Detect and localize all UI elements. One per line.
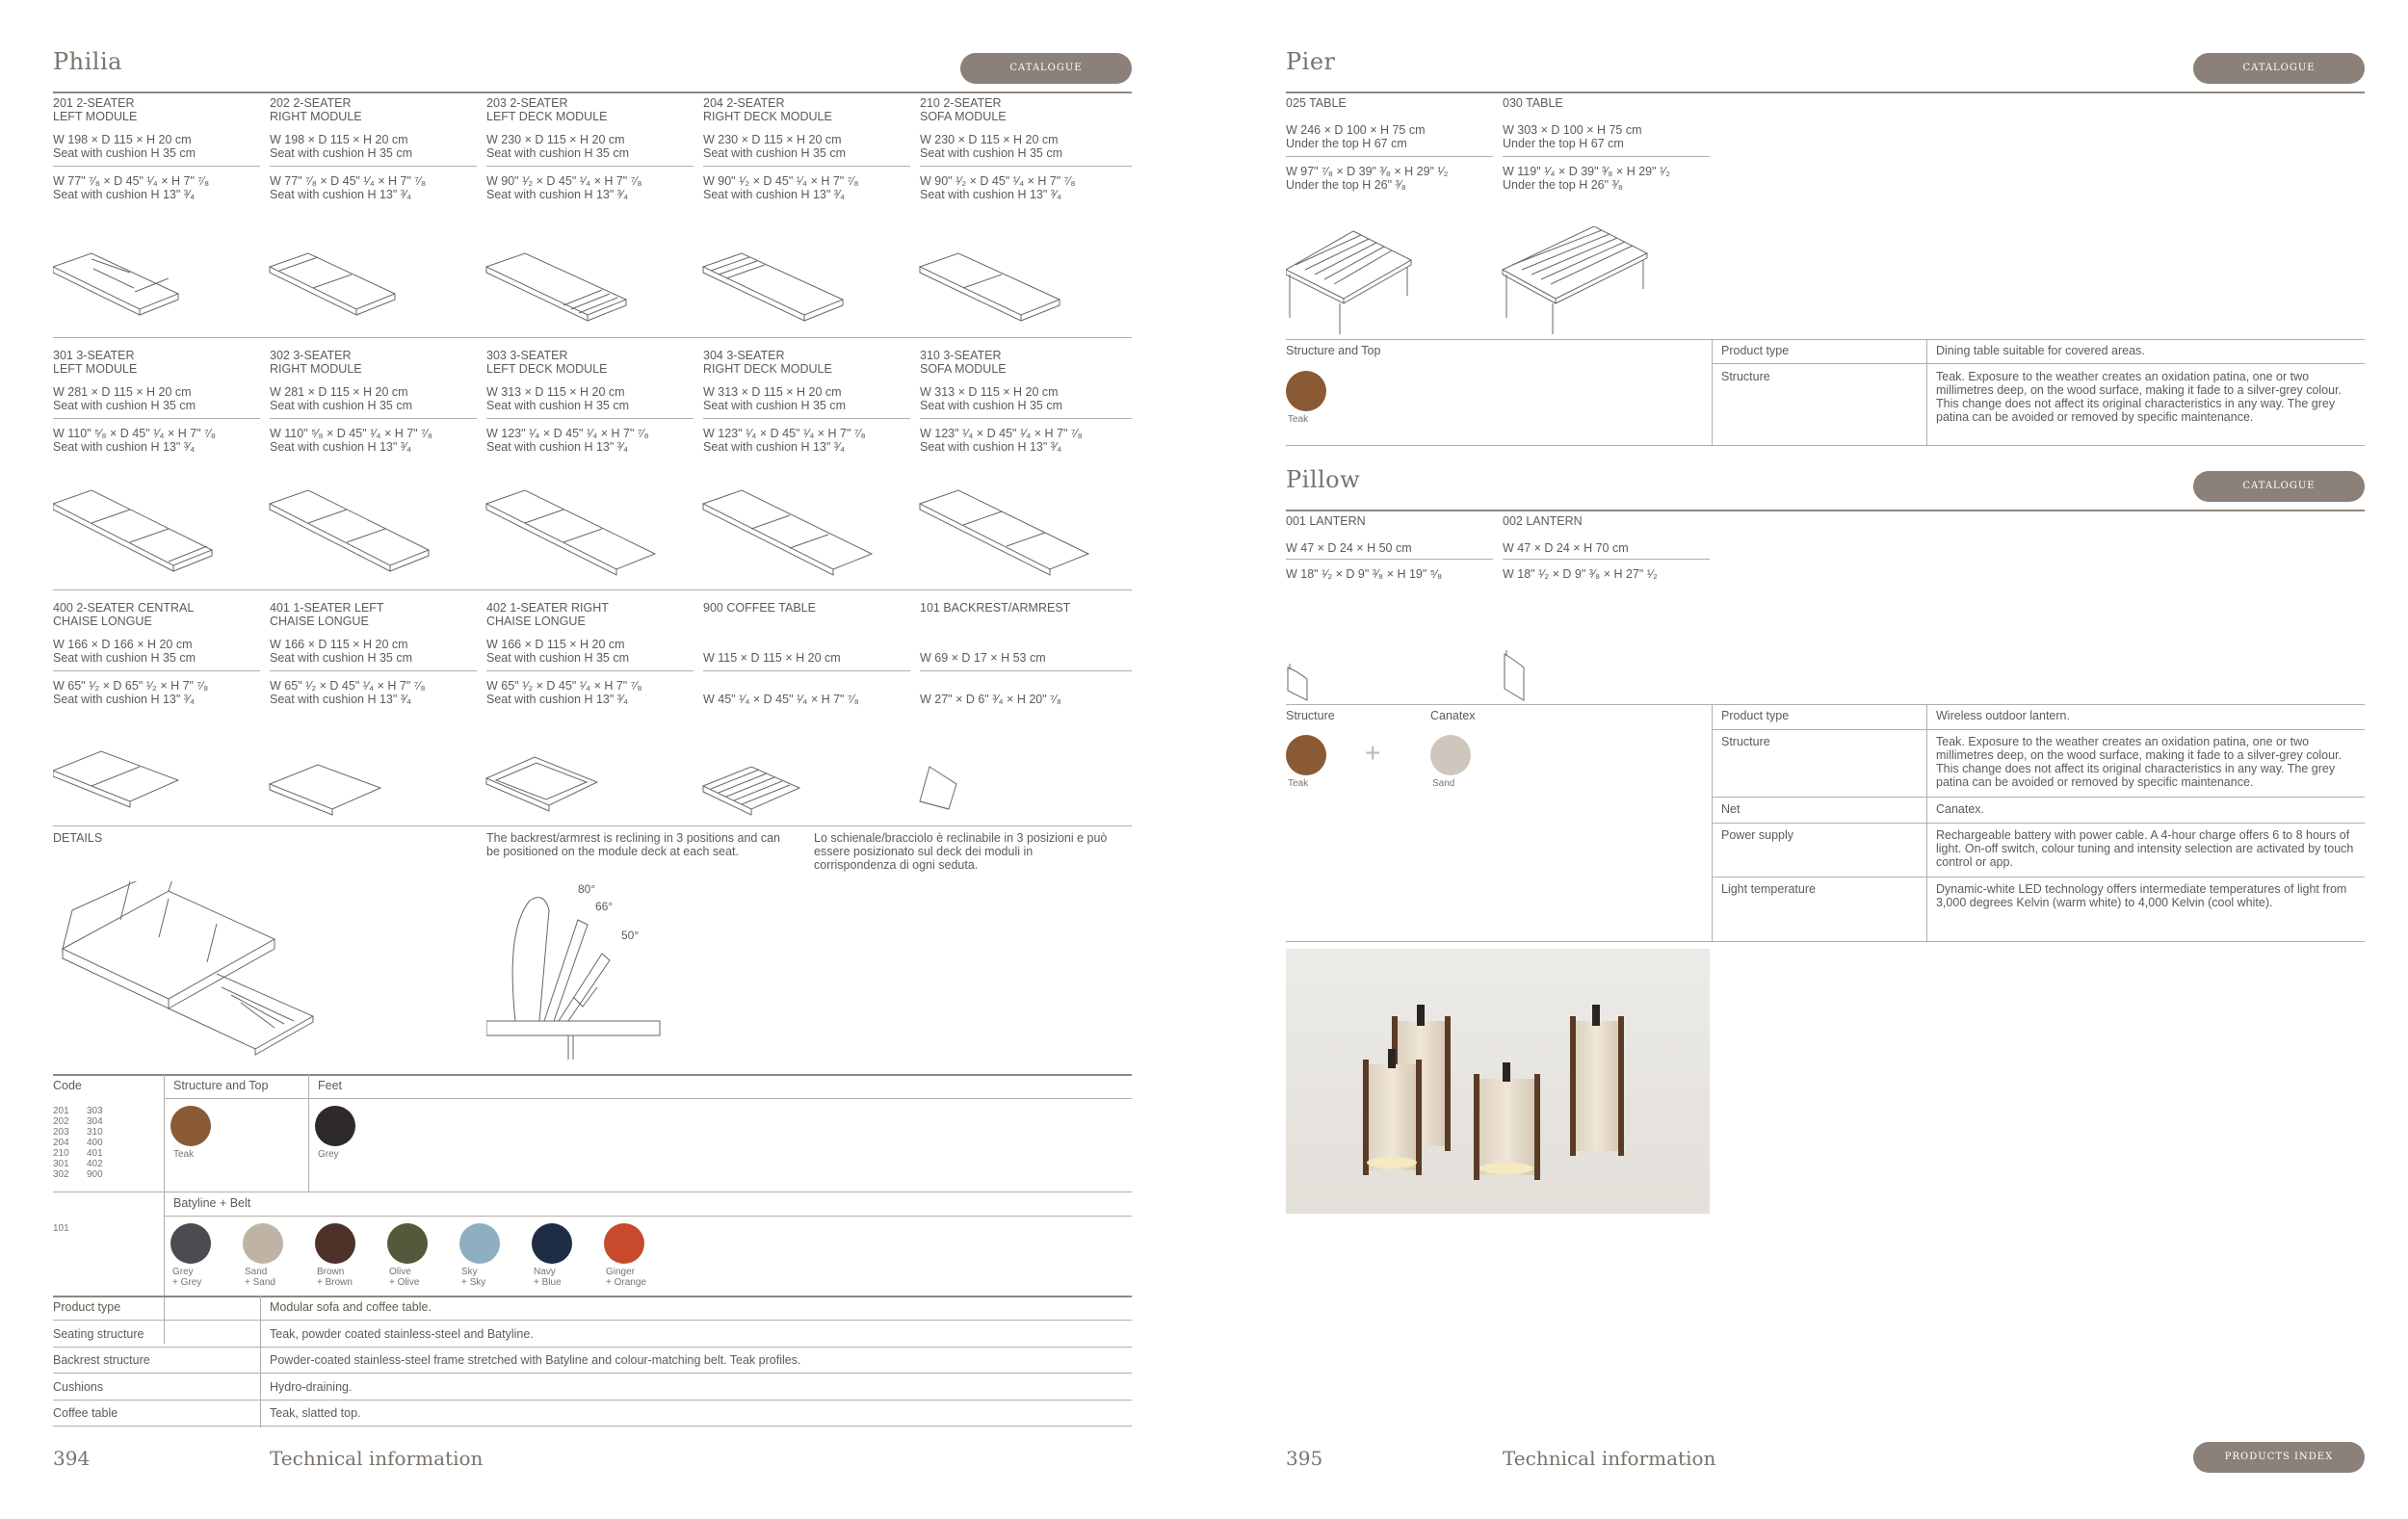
- dimensions-in: W 77" ⁷⁄₈ × D 45" ¹⁄₄ × H 7" ⁷⁄₈: [270, 174, 427, 188]
- module-drawing-101: [920, 767, 956, 809]
- catalogue-button[interactable]: CATALOGUE: [960, 53, 1132, 84]
- module-drawing-210: [920, 253, 1060, 321]
- spec-value: Canatex.: [1936, 802, 1985, 816]
- batyline-swatch[interactable]: [459, 1223, 500, 1264]
- dimensions-in: W 123" ¹⁄₄ × D 45" ¹⁄₄ × H 7" ⁷⁄₈: [486, 427, 649, 440]
- pillow-catalogue-button[interactable]: CATALOGUE: [2193, 471, 2365, 502]
- spec-key: Net: [1721, 802, 1741, 816]
- product-name: CHAISE LONGUE: [486, 615, 586, 628]
- column-divider: [1712, 339, 1713, 445]
- dimensions-in-seat: Seat with cushion H 13" ³⁄₄: [486, 693, 629, 706]
- code-item: 203: [53, 1127, 69, 1138]
- dimensions-cm: W 166 × D 166 × H 20 cm: [53, 638, 193, 651]
- module-drawing-400: [53, 751, 178, 807]
- pier-title: Pier: [1286, 48, 1336, 75]
- spec-value: Dynamic-white LED technology offers intermediate temperatures of light from 3,000 degrees Kelvin (warm white) to 4,000 Kelvin (cool white).: [1936, 882, 2347, 909]
- code-item: 204: [53, 1138, 69, 1148]
- dimensions-in-seat: Seat with cushion H 13" ³⁄₄: [920, 188, 1062, 201]
- divider: [53, 1347, 1132, 1348]
- column-divider: [260, 1296, 261, 1427]
- lantern-code: 001 LANTERN: [1286, 514, 1366, 528]
- divider: [1286, 704, 2365, 705]
- dimensions-in: W 77" ⁷⁄₈ × D 45" ¹⁄₄ × H 7" ⁷⁄₈: [53, 174, 210, 188]
- lantern-drawing-001: [1288, 664, 1307, 700]
- page-number: 395: [1286, 1447, 1323, 1470]
- plus-icon: +: [1365, 738, 1381, 768]
- divider: [1712, 797, 2365, 798]
- module-drawing-203: [486, 253, 626, 321]
- divider: [53, 418, 260, 419]
- module-drawing-301: [53, 490, 212, 571]
- product-name: LEFT DECK MODULE: [486, 362, 608, 376]
- module-drawing-204: [703, 253, 843, 321]
- spec-value: Dining table suitable for covered areas.: [1936, 344, 2145, 357]
- spec-key: Structure: [1721, 370, 1770, 383]
- product-code: 302 3-SEATER: [270, 349, 352, 362]
- spec-value: Rechargeable battery with power cable. A 4-hour charge offers 6 to 8 hours of light. On-off switch, colour tuning and intensity selection are activated by touch control or app.: [1936, 828, 2354, 869]
- swatch-label: + Grey: [172, 1277, 202, 1288]
- spec-value: Teak, slatted top.: [270, 1406, 361, 1420]
- dimensions-cm: W 47 × D 24 × H 50 cm: [1286, 541, 1412, 555]
- swatch-label: Olive: [389, 1267, 411, 1277]
- dimensions-cm-seat: Seat with cushion H 35 cm: [486, 399, 629, 412]
- product-name: LEFT MODULE: [53, 110, 138, 123]
- divider: [53, 825, 1132, 826]
- dimensions-cm-seat: Seat with cushion H 35 cm: [486, 651, 629, 665]
- swatch-label: + Olive: [389, 1277, 420, 1288]
- batyline-swatch[interactable]: [604, 1223, 644, 1264]
- batyline-code: 101: [53, 1223, 69, 1234]
- swatch-label: Grey: [172, 1267, 194, 1277]
- batyline-swatch[interactable]: [387, 1223, 428, 1264]
- divider: [53, 1400, 1132, 1401]
- divider: [53, 589, 1132, 590]
- dimensions-cm: W 313 × D 115 × H 20 cm: [486, 385, 625, 399]
- divider: [703, 166, 910, 167]
- module-drawing-304: [703, 490, 872, 575]
- swatch-label: + Sky: [461, 1277, 486, 1288]
- dimensions-in-seat: Seat with cushion H 13" ³⁄₄: [53, 693, 196, 706]
- dimensions-in: W 119" ¹⁄₄ × D 39" ³⁄₈ × H 29" ¹⁄₂: [1503, 165, 1671, 178]
- divider: [1286, 445, 2365, 446]
- product-code: 210 2-SEATER: [920, 96, 1002, 110]
- dimensions-cm: W 230 × D 115 × H 20 cm: [486, 133, 625, 146]
- batyline-swatch[interactable]: [315, 1223, 355, 1264]
- spec-value: Teak. Exposure to the weather creates an oxidation patina, one or two millimetres deep, on the wood surface, making it fade to a silver-grey colour. This change does not affect its original characteristics in any way. The grey patina can be avoided or removed by specific maintenance.: [1936, 370, 2343, 424]
- product-code: 202 2-SEATER: [270, 96, 352, 110]
- angle-50: 50°: [621, 929, 640, 942]
- footer-title: Technical information: [1503, 1447, 1716, 1470]
- divider: [53, 1373, 1132, 1374]
- dimensions-cm: W 166 × D 115 × H 20 cm: [486, 638, 625, 651]
- dimensions-in: W 97" ⁷⁄₈ × D 39" ³⁄₈ × H 29" ¹⁄₂: [1286, 165, 1449, 178]
- lantern-code: 002 LANTERN: [1503, 514, 1583, 528]
- pillow-title: Pillow: [1286, 466, 1361, 493]
- code-item: 302: [53, 1169, 69, 1180]
- code-item: 202: [53, 1116, 69, 1127]
- dimensions-cm-seat: Seat with cushion H 35 cm: [53, 399, 196, 412]
- spec-key: Structure: [1721, 735, 1770, 748]
- divider: [1712, 823, 2365, 824]
- dimensions-cm: W 303 × D 100 × H 75 cm: [1503, 123, 1642, 137]
- divider: [270, 670, 477, 671]
- feet-header: Feet: [318, 1079, 343, 1092]
- swatch-label: + Sand: [245, 1277, 275, 1288]
- divider: [1712, 729, 2365, 730]
- dimensions-cm: W 198 × D 115 × H 20 cm: [270, 133, 408, 146]
- product-code: 101 BACKREST/ARMREST: [920, 601, 1071, 615]
- lantern-drawing-002: [1505, 650, 1524, 700]
- spec-value: Powder-coated stainless-steel frame stretched with Batyline and colour-matching belt. Teak profiles.: [270, 1353, 801, 1367]
- batyline-swatch[interactable]: [170, 1223, 211, 1264]
- dimensions-cm-seat: Seat with cushion H 35 cm: [270, 651, 412, 665]
- code-item: 900: [87, 1169, 103, 1180]
- dimensions-cm-seat: W 69 × D 17 × H 53 cm: [920, 651, 1046, 665]
- product-name: RIGHT DECK MODULE: [703, 362, 832, 376]
- batyline-swatch[interactable]: [532, 1223, 572, 1264]
- divider: [1712, 363, 2365, 364]
- spec-key: Cushions: [53, 1379, 104, 1394]
- swatch-label: + Brown: [317, 1277, 353, 1288]
- swatch-label: Brown: [317, 1267, 345, 1277]
- dimensions-in: W 18" ¹⁄₂ × D 9" ³⁄₈ × H 27" ¹⁄₂: [1503, 567, 1658, 581]
- spec-key: Seating structure: [53, 1326, 144, 1341]
- dimensions-in: W 65" ¹⁄₂ × D 65" ¹⁄₂ × H 7" ⁷⁄₈: [53, 679, 209, 693]
- dimensions-in-seat: Seat with cushion H 13" ³⁄₄: [486, 440, 629, 454]
- philia-title: Philia: [53, 48, 122, 75]
- spec-key: Light temperature: [1721, 882, 1816, 896]
- spec-value: Teak, powder coated stainless-steel and Batyline.: [270, 1326, 534, 1341]
- dimensions-cm-under: Under the top H 67 cm: [1503, 137, 1624, 150]
- dimensions-cm-seat: Seat with cushion H 35 cm: [270, 399, 412, 412]
- pier-teak-label: Teak: [1288, 414, 1309, 425]
- pier-code: 025 TABLE: [1286, 96, 1347, 110]
- divider: [164, 1216, 1132, 1217]
- lantern-shape: [1570, 1005, 1624, 1156]
- dimensions-in: W 123" ¹⁄₄ × D 45" ¹⁄₄ × H 7" ⁷⁄₈: [920, 427, 1083, 440]
- dimensions-in-under: Under the top H 26" ³⁄₈: [1286, 178, 1406, 192]
- product-code: 400 2-SEATER CENTRAL: [53, 601, 195, 615]
- spec-value: Modular sofa and coffee table.: [270, 1300, 432, 1314]
- divider: [53, 1074, 1132, 1076]
- column-divider: [308, 1074, 309, 1192]
- product-code: 303 3-SEATER: [486, 349, 568, 362]
- pier-structure-header: Structure and Top: [1286, 344, 1381, 357]
- module-drawing-402: [486, 757, 597, 811]
- product-code: 900 COFFEE TABLE: [703, 601, 816, 615]
- module-drawing-900: [703, 767, 799, 815]
- code-header: Code: [53, 1079, 82, 1092]
- dimensions-cm-seat: Seat with cushion H 35 cm: [53, 146, 196, 160]
- products-index-button[interactable]: PRODUCTS INDEX: [2193, 1442, 2365, 1473]
- code-item: 402: [87, 1159, 103, 1169]
- recline-detail-drawing: [486, 872, 679, 1064]
- dimensions-in: W 90" ¹⁄₂ × D 45" ¹⁄₄ × H 7" ⁷⁄₈: [920, 174, 1076, 188]
- dimensions-in-seat: Seat with cushion H 13" ³⁄₄: [270, 440, 412, 454]
- divider: [53, 1320, 1132, 1321]
- page-number: 394: [53, 1447, 91, 1470]
- dimensions-cm-under: Under the top H 67 cm: [1286, 137, 1407, 150]
- module-drawing-310: [920, 490, 1088, 575]
- pillow-sand-label: Sand: [1432, 778, 1455, 789]
- column-divider: [1926, 339, 1927, 445]
- angle-80: 80°: [578, 882, 596, 896]
- dimensions-cm-seat: Seat with cushion H 35 cm: [53, 651, 196, 665]
- module-drawing-302: [270, 490, 429, 571]
- swatch-label: + Blue: [534, 1277, 562, 1288]
- divider: [1503, 156, 1710, 157]
- product-name: LEFT DECK MODULE: [486, 110, 608, 123]
- product-code: 401 1-SEATER LEFT: [270, 601, 384, 615]
- product-code: 301 3-SEATER: [53, 349, 135, 362]
- row3-drawings: [53, 742, 1132, 819]
- teak-label: Teak: [173, 1149, 195, 1160]
- divider: [270, 166, 477, 167]
- dimensions-cm: W 198 × D 115 × H 20 cm: [53, 133, 192, 146]
- divider: [164, 1098, 1132, 1099]
- dimensions-cm: W 281 × D 115 × H 20 cm: [270, 385, 408, 399]
- dimensions-cm: W 230 × D 115 × H 20 cm: [703, 133, 842, 146]
- module-drawing-401: [270, 765, 380, 815]
- product-name: RIGHT MODULE: [270, 110, 362, 123]
- lantern-photo-illustration: [1286, 949, 1710, 1214]
- divider: [486, 418, 694, 419]
- row1-drawings: [53, 246, 1132, 332]
- table-drawing-025: [1286, 231, 1411, 334]
- teak-swatch[interactable]: [170, 1106, 211, 1146]
- dimensions-cm: W 313 × D 115 × H 20 cm: [703, 385, 842, 399]
- dimensions-in-seat: W 27" × D 6" ³⁄₄ × H 20" ⁷⁄₈: [920, 693, 1061, 706]
- pillow-teak-label: Teak: [1288, 778, 1309, 789]
- details-label: DETAILS: [53, 831, 103, 845]
- grey-feet-swatch[interactable]: [315, 1106, 355, 1146]
- dimensions-in: W 123" ¹⁄₄ × D 45" ¹⁄₄ × H 7" ⁷⁄₈: [703, 427, 866, 440]
- dimensions-in-seat: Seat with cushion H 13" ³⁄₄: [53, 188, 196, 201]
- product-code: 310 3-SEATER: [920, 349, 1002, 362]
- product-name: CHAISE LONGUE: [53, 615, 152, 628]
- dimensions-cm-seat: Seat with cushion H 35 cm: [703, 146, 846, 160]
- divider: [53, 166, 260, 167]
- divider: [486, 670, 694, 671]
- details-italian: Lo schienale/bracciolo è reclinabile in 3 posizioni e può essere posizionato sul deck dei moduli in corrispondenza di ogni seduta.: [814, 831, 1108, 872]
- dimensions-cm: W 313 × D 115 × H 20 cm: [920, 385, 1059, 399]
- column-divider: [164, 1074, 165, 1344]
- spec-value: Teak. Exposure to the weather creates an oxidation patina, one or two millimetres deep, on the wood surface, making it fade to a silver-grey colour. This change does not affect its original characteristics in any way. The grey patina can be avoided or removed by specific maintenance.: [1936, 735, 2343, 789]
- spec-value: Wireless outdoor lantern.: [1936, 709, 2070, 722]
- right-page: [1286, 0, 2365, 1519]
- dimensions-cm-seat: Seat with cushion H 35 cm: [486, 146, 629, 160]
- dimensions-in-seat: Seat with cushion H 13" ³⁄₄: [270, 693, 412, 706]
- pier-table-drawings: [1286, 226, 1671, 337]
- lantern-shape: [1474, 1062, 1540, 1180]
- swatch-label: Ginger: [606, 1267, 636, 1277]
- product-code: 402 1-SEATER RIGHT: [486, 601, 609, 615]
- divider: [53, 92, 1132, 93]
- divider: [920, 418, 1132, 419]
- structure-header: Structure and Top: [173, 1079, 269, 1092]
- code-item: 301: [53, 1159, 69, 1169]
- product-name: SOFA MODULE: [920, 110, 1007, 123]
- divider: [53, 1296, 1132, 1297]
- dimensions-cm-seat: Seat with cushion H 35 cm: [703, 399, 846, 412]
- pillow-structure-header: Structure: [1286, 709, 1335, 722]
- dimensions-in: W 90" ¹⁄₂ × D 45" ¹⁄₄ × H 7" ⁷⁄₈: [703, 174, 859, 188]
- divider: [1286, 92, 2365, 93]
- dimensions-cm: W 281 × D 115 × H 20 cm: [53, 385, 192, 399]
- divider: [53, 670, 260, 671]
- spec-key: Product type: [1721, 344, 1790, 357]
- angle-66: 66°: [595, 900, 614, 913]
- divider: [920, 166, 1132, 167]
- left-page: [53, 0, 1132, 1519]
- dimensions-in-seat: Seat with cushion H 13" ³⁄₄: [703, 188, 846, 201]
- pillow-canatex-header: Canatex: [1430, 709, 1476, 722]
- spec-key: Power supply: [1721, 828, 1794, 842]
- dimensions-in-seat: W 45" ¹⁄₄ × D 45" ¹⁄₄ × H 7" ⁷⁄₈: [703, 693, 859, 706]
- product-name: SOFA MODULE: [920, 362, 1007, 376]
- swatch-label: + Orange: [606, 1277, 646, 1288]
- product-code: 304 3-SEATER: [703, 349, 785, 362]
- dimensions-in-seat: Seat with cushion H 13" ³⁄₄: [920, 440, 1062, 454]
- lantern-shape: [1363, 1049, 1422, 1175]
- product-name: RIGHT MODULE: [270, 362, 362, 376]
- lantern-drawings: [1286, 650, 1575, 703]
- divider: [1286, 941, 2365, 942]
- divider: [486, 166, 694, 167]
- dimensions-cm: W 166 × D 115 × H 20 cm: [270, 638, 408, 651]
- divider: [703, 670, 910, 671]
- divider: [270, 418, 477, 419]
- dimensions-cm: W 246 × D 100 × H 75 cm: [1286, 123, 1426, 137]
- pier-code: 030 TABLE: [1503, 96, 1563, 110]
- product-name: RIGHT DECK MODULE: [703, 110, 832, 123]
- dimensions-in: W 65" ¹⁄₂ × D 45" ¹⁄₄ × H 7" ⁷⁄₈: [486, 679, 642, 693]
- spec-value: Hydro-draining.: [270, 1379, 353, 1394]
- divider: [53, 337, 1132, 338]
- code-item: 304: [87, 1116, 103, 1127]
- spec-key: Coffee table: [53, 1406, 118, 1420]
- swatch-label: Sand: [245, 1267, 268, 1277]
- product-name: CHAISE LONGUE: [270, 615, 369, 628]
- batyline-swatch[interactable]: [243, 1223, 283, 1264]
- dimensions-in-under: Under the top H 26" ³⁄₈: [1503, 178, 1623, 192]
- divider: [53, 1426, 1132, 1427]
- module-drawing-201: [53, 253, 178, 315]
- code-item: 310: [87, 1127, 103, 1138]
- dimensions-in: W 65" ¹⁄₂ × D 45" ¹⁄₄ × H 7" ⁷⁄₈: [270, 679, 426, 693]
- dimensions-cm-seat: Seat with cushion H 35 cm: [270, 146, 412, 160]
- module-drawing-202: [270, 253, 395, 315]
- code-item: 201: [53, 1106, 69, 1116]
- code-item: 303: [87, 1106, 103, 1116]
- grey-label: Grey: [318, 1149, 339, 1160]
- dimensions-in: W 90" ¹⁄₂ × D 45" ¹⁄₄ × H 7" ⁷⁄₈: [486, 174, 642, 188]
- dimensions-in-seat: Seat with cushion H 13" ³⁄₄: [270, 188, 412, 201]
- dimensions-in-seat: Seat with cushion H 13" ³⁄₄: [53, 440, 196, 454]
- product-name: LEFT MODULE: [53, 362, 138, 376]
- product-code: 204 2-SEATER: [703, 96, 785, 110]
- product-code: 201 2-SEATER: [53, 96, 135, 110]
- spec-key: Backrest structure: [53, 1353, 150, 1367]
- lantern-photo: [1286, 949, 1710, 1214]
- row2-drawings: [53, 486, 1132, 583]
- pier-teak-swatch[interactable]: [1286, 371, 1326, 411]
- pillow-sand-swatch[interactable]: [1430, 735, 1471, 775]
- swatch-label: Sky: [461, 1267, 478, 1277]
- sofa-detail-drawing: [53, 881, 342, 1064]
- dimensions-cm-seat: Seat with cushion H 35 cm: [920, 146, 1062, 160]
- dimensions-in-seat: Seat with cushion H 13" ³⁄₄: [486, 188, 629, 201]
- dimensions-cm-seat: Seat with cushion H 35 cm: [920, 399, 1062, 412]
- divider: [920, 670, 1132, 671]
- spec-key: Product type: [1721, 709, 1790, 722]
- dimensions-in: W 110" ⁵⁄₈ × D 45" ¹⁄₄ × H 7" ⁷⁄₈: [53, 427, 216, 440]
- dimensions-in: W 110" ⁵⁄₈ × D 45" ¹⁄₄ × H 7" ⁷⁄₈: [270, 427, 432, 440]
- divider: [1503, 559, 1710, 560]
- divider: [703, 418, 910, 419]
- pier-catalogue-button[interactable]: CATALOGUE: [2193, 53, 2365, 84]
- divider: [1286, 339, 2365, 340]
- dimensions-cm: W 47 × D 24 × H 70 cm: [1503, 541, 1629, 555]
- dimensions-in-seat: Seat with cushion H 13" ³⁄₄: [703, 440, 846, 454]
- swatch-label: Navy: [534, 1267, 556, 1277]
- details-english: The backrest/armrest is reclining in 3 positions and can be positioned on the module deck at each seat.: [486, 831, 781, 858]
- product-code: 203 2-SEATER: [486, 96, 568, 110]
- spec-key: Product type: [53, 1300, 121, 1314]
- divider: [1286, 559, 1493, 560]
- batyline-header: Batyline + Belt: [173, 1196, 251, 1210]
- pillow-teak-swatch[interactable]: [1286, 735, 1326, 775]
- divider: [1286, 156, 1493, 157]
- code-item: 401: [87, 1148, 103, 1159]
- code-item: 210: [53, 1148, 69, 1159]
- code-item: 400: [87, 1138, 103, 1148]
- dimensions-in: W 18" ¹⁄₂ × D 9" ³⁄₈ × H 19" ⁵⁄₈: [1286, 567, 1443, 581]
- footer-title: Technical information: [270, 1447, 484, 1470]
- divider: [1286, 510, 2365, 511]
- table-drawing-030: [1503, 226, 1647, 334]
- module-drawing-303: [486, 490, 655, 575]
- dimensions-cm-seat: W 115 × D 115 × H 20 cm: [703, 651, 841, 665]
- dimensions-cm: W 230 × D 115 × H 20 cm: [920, 133, 1059, 146]
